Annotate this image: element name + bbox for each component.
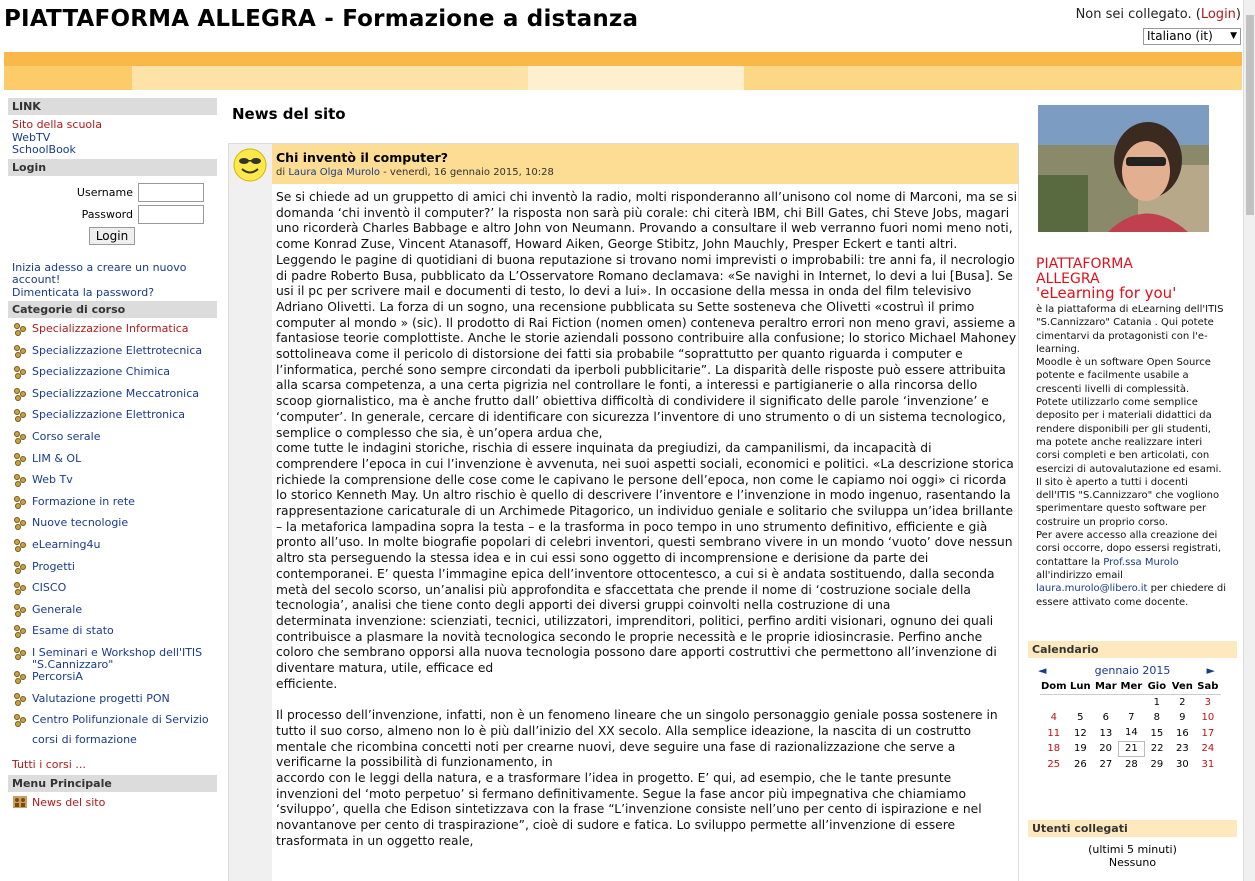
category-link[interactable]: Corso serale xyxy=(32,429,101,443)
category-link[interactable]: Specializzazione Elettronica xyxy=(32,408,186,422)
link-webtv[interactable]: WebTV xyxy=(12,130,51,144)
profile-photo xyxy=(1038,105,1209,232)
calendar-day[interactable]: 25 xyxy=(1047,759,1061,771)
calendar-day[interactable]: 14 xyxy=(1124,727,1138,739)
post-by: di xyxy=(276,167,286,178)
online-users-period: (ultimi 5 minuti) xyxy=(1088,843,1177,856)
promo-text-part: all'indirizzo email xyxy=(1036,569,1123,581)
post-paragraph: efficiente. xyxy=(276,676,338,691)
promo-title xyxy=(1036,257,1176,301)
category-item[interactable] xyxy=(8,621,217,643)
category-item[interactable] xyxy=(8,578,217,600)
calendar-weekday: Ven xyxy=(1170,680,1196,694)
category-link[interactable]: LIM & OL xyxy=(32,451,82,465)
category-item[interactable] xyxy=(8,643,217,671)
login-block-title: Login xyxy=(8,159,217,176)
all-courses-link[interactable]: Tutti i corsi ... xyxy=(12,758,86,772)
category-item[interactable] xyxy=(8,341,217,363)
calendar-day xyxy=(1040,694,1068,710)
category-link[interactable]: Specializzazione Chimica xyxy=(32,365,171,379)
promo-title-line: ALLEGRA xyxy=(1036,270,1100,287)
calendar-day[interactable]: 2 xyxy=(1179,696,1186,708)
category-link[interactable]: Specializzazione Informatica xyxy=(32,322,189,335)
calendar-title: Calendario xyxy=(1028,641,1237,658)
category-item[interactable] xyxy=(8,689,217,711)
post-paragraph: determinata invenzione: scienziati, tecnici, utilizzatori, imprenditori, politici, perfino arditi visionari, ognuno dei quali contribuisce a plasmare la novità tecnologica secondo le proprie necessità e le proprie idiosincrasie. Perfino anche coloro che sembrano opporsi alla nuova tecnologia possono dare apporti costruttivi che permettono all’invenzione di diventare matura, utile, efficace ed xyxy=(276,613,997,676)
login-status: Non sei collegato. (Login) xyxy=(1075,7,1241,22)
post-side xyxy=(229,144,272,881)
online-users-block xyxy=(1028,820,1237,869)
calendar-day[interactable]: 9 xyxy=(1179,712,1186,724)
category-link[interactable]: CISCO xyxy=(32,581,67,595)
link-block-title: LINK xyxy=(8,98,217,115)
category-icon xyxy=(13,516,27,530)
calendar-day[interactable]: 26 xyxy=(1073,759,1087,771)
calendar-day[interactable]: 28 xyxy=(1124,759,1138,771)
calendar-month[interactable]: gennaio 2015 xyxy=(1094,664,1171,677)
username-input[interactable] xyxy=(138,183,204,202)
category-link[interactable]: Generale xyxy=(32,602,83,616)
calendar-day[interactable]: 8 xyxy=(1153,712,1161,724)
calendar-day[interactable]: 6 xyxy=(1102,712,1110,724)
category-link[interactable]: Specializzazione Elettrotecnica xyxy=(32,343,203,357)
signup-link[interactable]: Inizia adesso a creare un nuovo account! xyxy=(12,260,187,286)
category-link[interactable]: Progetti xyxy=(32,559,75,573)
page-title: News del sito xyxy=(232,105,346,123)
post-paragraph: Se si chiede ad un gruppetto di amici chi inventò la radio, molti risponderanno all’unisono col nome di Marconi, ma se si domanda ‘chi inventò il computer?’ la risposta non sarà più corale: chi citerà IBM, chi Bill Gates, chi Steve Jobs, magari uno ricorderà Charles Babbage e altro John von Neumann. Provando a consultare il web verranno fuori nomi meno noti, come Konrad Zuse, Vincent Atanasoff, Howard Aiken, George Stibitz, John Mauchly, Presper Eckert e tanti altri. Leggendo le pagine di quotidiani di buona reputazione si trovano nomi imprevisti o improbabili: tre anni fa, il necrologio di padre Roberto Busa, pubblicato da L’Osservatore Romano declamava: «Se navighi in Internet, lo devi a lui [Busa]. Se usi il pc per scrivere mail e documenti di testo, lo devi a lui». In occasione della messa in onda del film televisivo Adriano Olivetti. La forza di un sogno, una recensione pubblicata su Sette sosteneva che Olivetti «costruì il primo computer al mondo » (sic). Il prodotto di Rai Fiction (nomen omen) conteneva peraltro errori non meno gravi, assieme a fantasiose teorie complottiste. Anche le storie aziendali possono contribuire alla confusione; lo storico Michael Mahoney sottolineava come il pericolo di distorsione dei fatti sia probabile “soprattutto per quanto riguarda i computer e l’informatica, perché sono sempre circondati da iperboli pubblicitarie”. La disparità delle risposte può essere attribuita alla scarsa competenza, a una certa pigrizia nel controllare le fonti, a interessi e partigianerie o alla rincorsa dello scoop giornalistico, ma è anche frutto dall’ obiettiva difficoltà di condividere il significato delle parole ‘invenzione’ e ‘computer’. In generale, cercare di identificare con sicurezza l’inventore di uno strumento o di un sistema tecnologico, semplice o complesso che sia, è un’opera ardua che, xyxy=(276,190,1017,440)
promo-title-line: PIATTAFORMA xyxy=(1036,256,1133,272)
login-button[interactable]: Login xyxy=(89,227,135,245)
calendar-day[interactable]: 3 xyxy=(1204,696,1212,708)
category-icon xyxy=(13,581,27,595)
category-icon xyxy=(13,365,27,379)
left-column xyxy=(8,98,217,814)
site-title: PIATTAFORMA ALLEGRA - Formazione a distanza xyxy=(4,6,639,32)
online-users-none: Nessuno xyxy=(1108,856,1157,869)
calendar-day[interactable]: 10 xyxy=(1201,712,1215,724)
smiley-avatar-icon xyxy=(233,148,267,182)
calendar-day[interactable]: 29 xyxy=(1150,759,1164,771)
category-item[interactable] xyxy=(8,384,217,406)
calendar-day[interactable]: 16 xyxy=(1175,727,1189,739)
language-select-value: Italiano (it) xyxy=(1147,29,1213,43)
category-item[interactable] xyxy=(8,405,217,427)
category-icon xyxy=(13,408,27,422)
calendar-day xyxy=(1119,694,1145,710)
category-item[interactable] xyxy=(8,470,217,492)
calendar-day[interactable]: 17 xyxy=(1201,727,1215,739)
promo-paragraph: Il sito è aperto a tutti i docenti dell'ITIS "S.Cannizzaro" che vogliono sperimentare questo software per costruire un proprio corso. xyxy=(1036,476,1220,528)
promo-text xyxy=(1036,303,1228,609)
calendar-day[interactable]: 23 xyxy=(1175,743,1189,755)
category-item[interactable] xyxy=(8,362,217,384)
header-login-link[interactable]: Login xyxy=(1200,7,1236,22)
category-icon xyxy=(13,603,27,617)
calendar-nav xyxy=(1028,662,1237,680)
categories-block-title: Categorie di corso xyxy=(8,301,217,318)
promo-paragraph: è la piattaforma di eLearning dell'ITIS "S.Cannizzaro" Catania . Qui potete cimentarvi da protagonisti con l'e-learning. xyxy=(1036,304,1224,355)
promo-text-part: Per avere accesso alla creazione dei corsi occorre, dopo essersi registrati, contattare la xyxy=(1036,530,1221,568)
category-item[interactable] xyxy=(8,492,217,514)
post-paragraph: accordo con le leggi della natura, e a trasformare l’idea in progetto. E’ qui, ad esempio, che le tante presunte invenzioni del ‘moto perpetuo’ si fermano definitivamente. Segue la fase ancor più impegnativa che chiamiamo ‘sviluppo’, quella che Edison sintetizzava con la frase “L’invenzione consiste nell’uno per cento di ispirazione e nel novantanove per cento di traspirazione”, cioè di sudore e fatica. Lo sviluppo permette all’invenzione di essere trasformata in un oggetto reale, xyxy=(276,771,982,848)
calendar-day[interactable]: 12 xyxy=(1073,727,1087,739)
promo-paragraph: Moodle è un software Open Source potente e facilmente usabile a crescenti livelli di complessità. xyxy=(1036,357,1211,395)
username-label: Username xyxy=(76,185,133,199)
password-input[interactable] xyxy=(138,205,204,224)
category-icon xyxy=(13,624,27,638)
category-item[interactable] xyxy=(8,557,217,579)
category-icon xyxy=(13,646,27,660)
category-icon xyxy=(13,692,27,706)
calendar-day[interactable]: 21 xyxy=(1119,741,1145,757)
category-icon xyxy=(13,713,27,727)
calendar-day xyxy=(1068,694,1094,710)
category-icon xyxy=(13,560,27,574)
promo-title-line: 'eLearning for you' xyxy=(1036,284,1177,302)
password-label: Password xyxy=(81,207,133,221)
post-body xyxy=(276,190,1017,850)
category-link[interactable]: Valutazione progetti PON xyxy=(32,691,170,705)
scrollbar-thumb[interactable] xyxy=(1246,15,1254,215)
menu-item-news-label[interactable]: News del sito xyxy=(32,796,106,810)
category-item[interactable] xyxy=(8,319,217,341)
calendar-day[interactable]: 30 xyxy=(1175,759,1189,771)
calendar-day[interactable]: 22 xyxy=(1150,743,1164,755)
forgot-password-link[interactable]: Dimenticata la password? xyxy=(12,285,155,299)
category-link[interactable]: Specializzazione Meccatronica xyxy=(32,386,200,400)
calendar-weekday: Dom xyxy=(1041,681,1067,693)
post-paragraph: come tutte le indagini storiche, rischia di essere inquinata da pregiudizi, da campanilismi, da incapacità di comprendere l’epoca in cui l’invenzione è avvenuta, nei suoi aspetti sociali, economici e politici. «La descrizione storica richiede la comprensione delle cose come le capivano le persone dell’epoca, non come le capiamo noi oggi» ci ricorda lo storico Kenneth May. Un altro rischio è quello di descrivere l’inventore e l’invenzione in modo ingenuo, rasentando la rappresentazione caricaturale di un Archimede Pitagorico, un individuo geniale e solitario che sviluppa un’idea brillante – la metaforica lampadina sopra la testa – e la trasforma in poco tempo in uno strumento definitivo, efficiente e già pronto all’uso. In molte biografie popolari di celebri inventori, questi sembrano vivere in un mondo ‘vuoto’ dove nessun altro sta perseguendo la stessa idea e in cui essi sono oggetto di incomprensione e derisione da parte dei contemporanei. E’ questa l’immagine epica dell’inventore ottocentesco, a cui si è andata sostituendo, dalla seconda metà del secolo scorso, un’analisi più approfondita e sfaccettata che prende il nome di ‘costruzione sociale della tecnologia’, analisi che tiene conto degli apporti dei diversi gruppi coinvolti nella costruzione di una xyxy=(276,441,1014,613)
calendar-day xyxy=(1093,694,1119,710)
calendar-day[interactable]: 31 xyxy=(1201,759,1215,771)
category-icon xyxy=(13,322,27,336)
calendar-day[interactable]: 4 xyxy=(1050,712,1057,724)
calendar-day[interactable]: 27 xyxy=(1099,759,1113,771)
calendar-day[interactable]: 19 xyxy=(1073,743,1087,755)
menu-item-news[interactable] xyxy=(8,792,217,814)
link-schoolbook[interactable]: SchoolBook xyxy=(12,143,76,156)
category-link[interactable]: Nuove tecnologie xyxy=(32,516,129,530)
promo-paragraph xyxy=(1036,529,1228,609)
category-item[interactable] xyxy=(8,535,217,557)
category-link[interactable]: Centro Polifunzionale di Servizio xyxy=(32,713,209,727)
menu-block-title: Menu Principale xyxy=(8,775,217,792)
category-item[interactable] xyxy=(8,667,217,689)
calendar-day[interactable]: 11 xyxy=(1047,727,1061,739)
category-icon xyxy=(13,344,27,358)
category-link[interactable]: I Seminari e Workshop dell'ITIS "S.Cannizzaro" xyxy=(32,645,203,671)
calendar-day[interactable]: 1 xyxy=(1153,696,1161,708)
category-item[interactable] xyxy=(8,513,217,535)
category-icon xyxy=(13,538,27,552)
link-sito-scuola[interactable]: Sito della scuola xyxy=(12,118,102,131)
chevron-down-icon: ▼ xyxy=(1230,31,1237,41)
email-link[interactable]: laura.murolo@libero.it xyxy=(1036,583,1148,595)
news-icon xyxy=(13,795,27,809)
category-link[interactable]: Web Tv xyxy=(32,473,73,487)
category-icon xyxy=(13,670,27,684)
calendar-next-icon[interactable]: ► xyxy=(1206,664,1215,677)
language-select[interactable] xyxy=(1143,28,1241,45)
calendar-day[interactable]: 20 xyxy=(1099,743,1112,755)
calendar-weekday: Gio xyxy=(1144,680,1170,694)
post-meta xyxy=(276,167,554,178)
category-link[interactable]: PercorsiA xyxy=(32,669,83,683)
category-item[interactable] xyxy=(8,710,217,734)
calendar-day[interactable]: 7 xyxy=(1128,712,1135,724)
category-item[interactable] xyxy=(8,449,217,471)
post-paragraph: Il processo dell’invenzione, infatti, non è un fenomeno lineare che un singolo personaggio geniale possa sostenere in tutto il suo corso, almeno non lo è più dall’inizio del XX secolo. Alla semplice ideazione, la nascita di un costrutto mentale che ricombina concetti noti per crearne nuovi, deve seguire una fase di razionalizzazione che serve a verificarne la possibilità di funzionamento, in xyxy=(276,708,998,770)
calendar-day[interactable]: 13 xyxy=(1099,727,1113,739)
forum-post xyxy=(228,143,1019,881)
category-link[interactable]: eLearning4u xyxy=(32,537,101,551)
online-users-title: Utenti collegati xyxy=(1028,820,1237,837)
category-item[interactable] xyxy=(8,600,217,622)
calendar-day[interactable]: 24 xyxy=(1201,743,1215,755)
category-item[interactable] xyxy=(8,427,217,449)
post-author-link[interactable]: Laura Olga Murolo xyxy=(288,167,380,178)
post-paragraph xyxy=(276,693,1017,709)
calendar-block xyxy=(1028,641,1237,772)
categories-list xyxy=(8,318,217,752)
calendar-weekday: Lun xyxy=(1068,680,1094,694)
post-header xyxy=(272,144,1018,184)
calendar-grid xyxy=(1040,680,1221,772)
calendar-day[interactable]: 15 xyxy=(1150,727,1164,739)
calendar-weekday: Sab xyxy=(1195,680,1221,694)
category-icon xyxy=(13,387,27,401)
category-icon xyxy=(13,430,27,444)
category-icon xyxy=(13,473,27,487)
calendar-day[interactable]: 18 xyxy=(1047,743,1061,755)
login-status-text: Non sei collegato. xyxy=(1075,7,1192,22)
calendar-weekday: Mar xyxy=(1095,681,1117,693)
calendar-day[interactable]: 5 xyxy=(1077,712,1084,724)
category-icon xyxy=(13,495,27,509)
promo-text-part: per chiedere di essere attivato come docente. xyxy=(1036,583,1227,608)
category-icon xyxy=(13,452,27,466)
category-item[interactable] xyxy=(8,734,217,752)
category-link[interactable]: Formazione in rete xyxy=(32,494,135,508)
category-link[interactable]: corsi di formazione xyxy=(32,733,137,747)
post-date: - venerdì, 16 gennaio 2015, 10:28 xyxy=(379,167,554,178)
page-scrollbar[interactable] xyxy=(1243,0,1255,881)
category-link[interactable]: Esame di stato xyxy=(32,624,114,638)
calendar-prev-icon[interactable]: ◄ xyxy=(1038,664,1047,677)
post-subject: Chi inventò il computer? xyxy=(276,150,448,165)
header-banner xyxy=(4,52,1242,90)
prof-murolo-link[interactable]: Prof.ssa Murolo xyxy=(1103,556,1179,568)
calendar-weekday: Mer xyxy=(1120,681,1143,693)
promo-paragraph: Potete utilizzarlo come semplice deposito per i materiali didattici da rendere disponibili per gli studenti, ma potete anche realizzare interi corsi completi e ben articolati, con esercizi di autovalutazione ed esami. xyxy=(1036,397,1222,475)
